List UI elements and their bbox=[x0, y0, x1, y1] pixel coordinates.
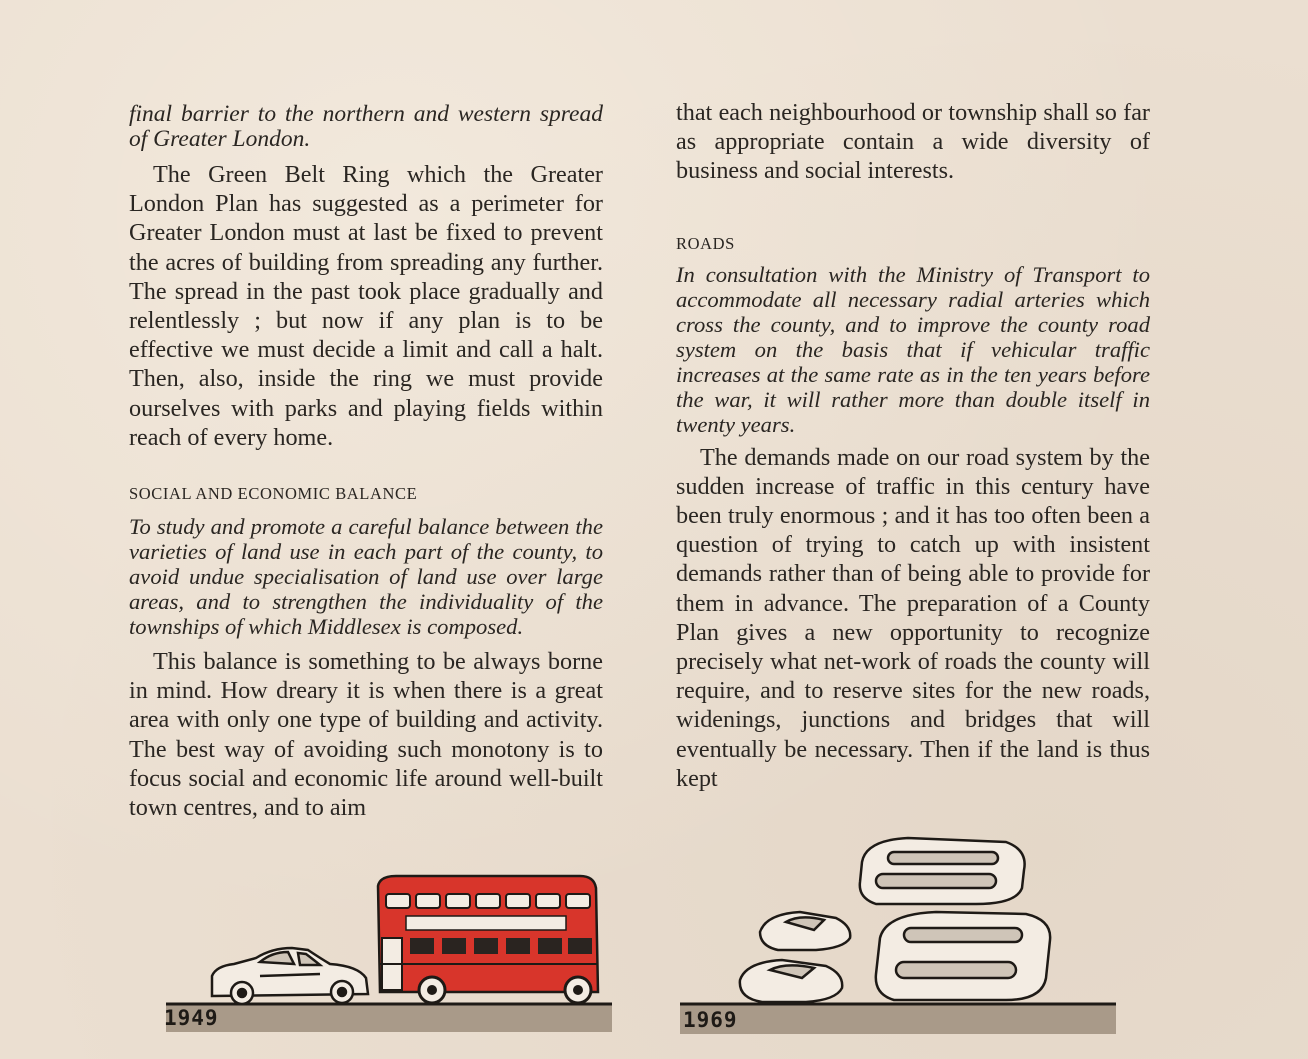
future-car-icon bbox=[760, 912, 850, 950]
roads-italic-text: In consultation with the Ministry of Transport to accommodate all necessary radial arteries which cross the county, and to improve the county road system on the basis that if vehicular traffic increases at the same rate as in the ten years before the war, it will rather more than double itself in twenty years. bbox=[676, 261, 1150, 437]
neighbourhood-paragraph: that each neighbourhood or township shall so far as appropriate contain a wide diversity of business and social interests. bbox=[676, 99, 1150, 185]
future-car-icon bbox=[740, 960, 842, 1002]
road-demands-paragraph: The demands made on our road system by the sudden increase of traffic in this century have been truly enormous ; and it has too often been a question of trying to catch up with insistent demands rather than of being able to provide for them in advance. The preparation of a County Plan gives a new opportunity to recognize precisely what net-work of roads the county will require, and to reserve sites for the new roads, widenings, junctions and bridges that will eventually be necessary. Then if the land is thus kept bbox=[676, 443, 1150, 792]
right-column bbox=[676, 98, 1150, 793]
ground-strip bbox=[680, 1004, 1116, 1034]
balance-paragraph: This balance is something to be always borne in mind. How dreary it is when there is a great area with only one type of building and activity. The best way of avoiding such monotony is to focus social and economic life around well-built town centres, and to aim bbox=[129, 648, 603, 822]
social-economic-italic-text: To study and promote a careful balance between the varieties of land use in each part of the county, to avoid undue specialisation of land use over large areas, and to strengthen the individuality of the townships of which Middlesex is composed. bbox=[129, 514, 603, 640]
future-bus-icon bbox=[876, 912, 1050, 1000]
double-decker-bus-icon bbox=[378, 876, 598, 1003]
year-label-1969: 1969 bbox=[683, 1008, 738, 1032]
year-label-1949: 1949 bbox=[164, 1006, 219, 1030]
left-column bbox=[129, 100, 603, 822]
illustration-1969-future-vehicles bbox=[676, 828, 1126, 1038]
section-heading-roads: ROADS bbox=[676, 233, 735, 253]
green-belt-paragraph: The Green Belt Ring which the Greater London Plan has suggested as a perimeter for Greater London must at last be fixed to prevent the acres of building from spreading any further. The spread in the past took place gradually and relentlessly ; but now if any plan is to be effective we must decide a limit and call a halt. Then, also, inside the ring we must provide ourselves with parks and playing fields within reach of every home. bbox=[129, 161, 603, 451]
intro-italic-text: final barrier to the northern and western spread of Greater London. bbox=[129, 101, 603, 152]
illustration-1949-car-and-bus bbox=[160, 868, 620, 1038]
car-icon bbox=[212, 948, 368, 1004]
section-heading-social-economic: SOCIAL AND ECONOMIC BALANCE bbox=[129, 484, 418, 504]
ground-strip bbox=[166, 1004, 612, 1032]
future-bus-icon bbox=[860, 838, 1025, 904]
